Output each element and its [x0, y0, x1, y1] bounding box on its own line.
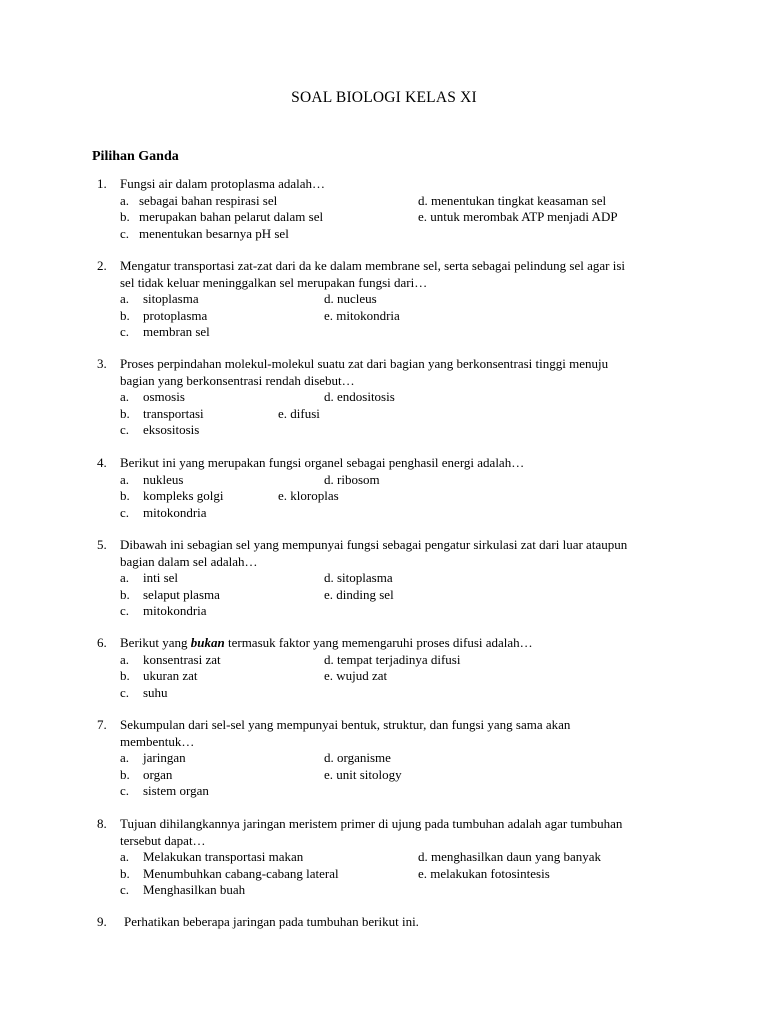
option-text: d. nucleus	[324, 291, 377, 306]
option-text: menentukan besarnya pH sel	[139, 225, 289, 241]
question-number: 1.	[97, 176, 107, 191]
option-text: e. mitokondria	[324, 307, 400, 323]
option-text: d. endositosis	[324, 389, 395, 404]
option-text: inti sel	[143, 570, 179, 585]
option-text: merupakan bahan pelarut dalam sel	[139, 209, 324, 224]
option-letter: a.	[120, 849, 130, 864]
option-letter: b.	[120, 586, 130, 602]
option-text: mitokondria	[143, 504, 207, 520]
question-2	[0, 258, 768, 341]
question-text: membentuk…	[120, 733, 195, 749]
option-text: sebagai bahan respirasi sel	[139, 192, 278, 208]
option-letter: c.	[120, 422, 130, 437]
emphasis-bukan: bukan	[190, 635, 225, 650]
option-text: mitokondria	[143, 603, 207, 618]
question-text: Fungsi air dalam protoplasma adalah…	[120, 176, 326, 191]
question-8	[0, 816, 768, 899]
option-text: transportasi	[143, 405, 204, 421]
option-text: d. sitoplasma	[324, 570, 393, 585]
option-text: d. menghasilkan daun yang banyak	[418, 849, 602, 864]
option-text: e. melakukan fotosintesis	[418, 865, 550, 881]
option-letter: c.	[120, 882, 130, 897]
option-text: d. ribosom	[324, 471, 380, 487]
option-text: membran sel	[143, 324, 210, 339]
option-text: Menghasilkan buah	[143, 882, 246, 897]
question-text: sel tidak keluar meninggalkan sel merupakan fungsi dari…	[120, 274, 428, 290]
option-text: d. tempat terjadinya difusi	[324, 651, 461, 667]
option-letter: b.	[120, 668, 130, 683]
section-title: Pilihan Ganda	[92, 149, 179, 164]
option-text: ukuran zat	[143, 668, 198, 683]
question-text: bagian dalam sel adalah…	[120, 553, 258, 569]
option-text: d. menentukan tingkat keasaman sel	[418, 192, 607, 208]
question-7	[0, 717, 768, 800]
option-text: eksositosis	[143, 422, 200, 437]
question-number: 6.	[97, 635, 107, 650]
option-text: e. dinding sel	[324, 586, 394, 602]
option-letter: a.	[120, 291, 130, 306]
option-letter: a.	[120, 471, 130, 487]
option-letter: b.	[120, 405, 130, 421]
question-number: 7.	[97, 717, 107, 732]
question-text: Mengatur transportasi zat-zat dari da ke dalam membrane sel, serta sebagai pelindung sel agar isi	[120, 258, 626, 273]
question-text: Perhatikan beberapa jaringan pada tumbuhan berikut ini.	[124, 914, 419, 929]
option-letter: b.	[120, 865, 130, 881]
option-text: nukleus	[143, 471, 184, 487]
option-text: selaput plasma	[143, 586, 220, 602]
question-number: 8.	[97, 816, 107, 831]
option-letter: c.	[120, 324, 130, 339]
question-text: bagian yang berkonsentrasi rendah disebut…	[120, 372, 355, 388]
option-text: Menumbuhkan cabang-cabang lateral	[143, 865, 339, 881]
question-3	[0, 356, 768, 439]
option-letter: b.	[120, 209, 130, 224]
question-number: 4.	[97, 455, 107, 470]
option-text: suhu	[143, 684, 168, 700]
option-text: sitoplasma	[143, 291, 199, 306]
question-4	[0, 455, 768, 521]
question-5	[0, 537, 768, 620]
option-text: osmosis	[143, 389, 185, 404]
question-9	[0, 914, 768, 931]
option-letter: b.	[120, 307, 130, 323]
option-letter: a.	[120, 570, 130, 585]
question-text: Berikut ini yang merupakan fungsi organel sebagai penghasil energi adalah…	[120, 455, 525, 470]
option-text: e. untuk merombak ATP menjadi ADP	[418, 209, 618, 224]
option-letter: a.	[120, 192, 130, 208]
question-text: Dibawah ini sebagian sel yang mempunyai fungsi sebagai pengatur sirkulasi zat dari luar ataupun	[120, 537, 628, 552]
option-text: d. organisme	[324, 750, 391, 765]
option-text: sistem organ	[143, 783, 209, 798]
option-text: e. difusi	[278, 405, 320, 421]
page-title: SOAL BIOLOGI KELAS XI	[291, 89, 477, 106]
option-text: konsentrasi zat	[143, 651, 221, 667]
option-letter: c.	[120, 225, 130, 241]
option-text: protoplasma	[143, 307, 208, 323]
question-1	[0, 176, 768, 242]
option-text: jaringan	[143, 750, 186, 765]
question-number: 3.	[97, 356, 107, 371]
question-text: Sekumpulan dari sel-sel yang mempunyai bentuk, struktur, dan fungsi yang sama akan	[120, 717, 571, 732]
option-letter: c.	[120, 684, 130, 700]
option-letter: c.	[120, 603, 130, 618]
question-6	[0, 635, 768, 701]
option-text: e. unit sitology	[324, 766, 402, 782]
option-letter: a.	[120, 651, 130, 667]
question-text	[120, 635, 533, 652]
question-number: 5.	[97, 537, 107, 552]
option-text: Melakukan transportasi makan	[143, 849, 304, 864]
option-letter: a.	[120, 389, 130, 404]
question-text-post: termasuk faktor yang memengaruhi proses difusi adalah…	[224, 635, 533, 650]
option-letter: b.	[120, 766, 130, 782]
option-text: e. kloroplas	[278, 488, 339, 503]
question-number: 2.	[97, 258, 107, 273]
question-text: Tujuan dihilangkannya jaringan meristem primer di ujung pada tumbuhan adalah agar tumbuhan	[120, 816, 623, 831]
option-letter: b.	[120, 488, 130, 503]
question-text-pre: Berikut yang	[120, 635, 191, 650]
option-letter: c.	[120, 504, 130, 520]
question-text: Proses perpindahan molekul-molekul suatu zat dari bagian yang berkonsentrasi tinggi menuju	[120, 356, 609, 371]
option-text: kompleks golgi	[143, 488, 224, 503]
option-text: e. wujud zat	[324, 668, 388, 683]
option-letter: c.	[120, 783, 130, 798]
question-text: tersebut dapat…	[120, 832, 206, 848]
question-number: 9.	[97, 914, 107, 929]
option-letter: a.	[120, 750, 130, 765]
option-text: organ	[143, 766, 173, 782]
